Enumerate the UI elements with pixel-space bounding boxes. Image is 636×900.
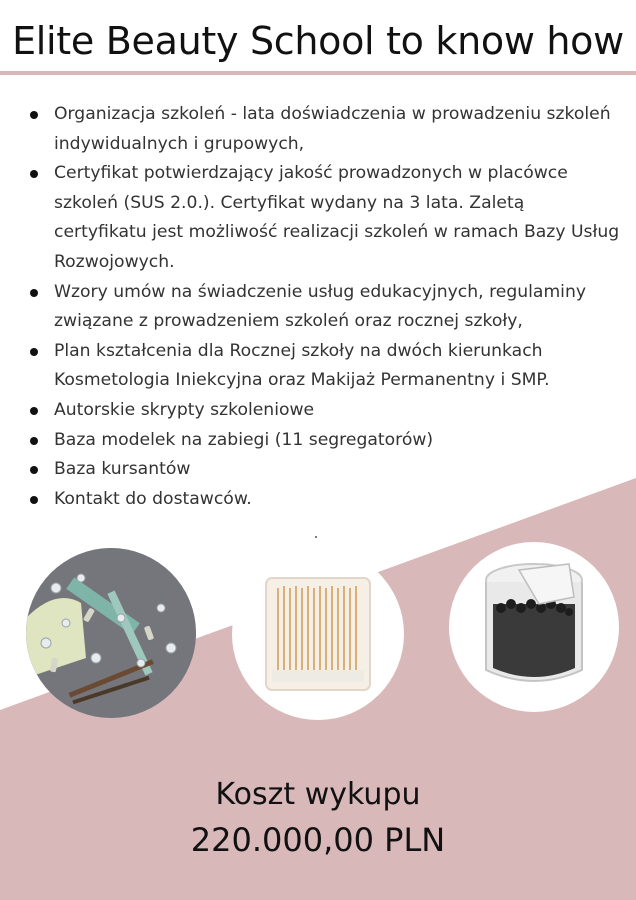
cotton-swab-container-photo <box>449 542 619 712</box>
list-item: Organizacja szkoleń - lata doświadczenia w prowadzeniu szkoleń indywidualnych i grupowych, <box>30 100 620 159</box>
bullet-icon <box>30 289 38 297</box>
cost-value: 220.000,00 PLN <box>190 821 446 859</box>
bullet-icon <box>30 348 38 356</box>
list-item: Certyfikat potwierdzający jakość prowadzonych w placówce szkoleń (SUS 2.0.). Certyfikat wydany na 3 lata. Zaletą certyfikatu jest możliwość realizacji szkoleń w ramach Bazy Usług Rozwojowych. <box>30 159 620 277</box>
bullet-icon <box>30 466 38 474</box>
cost-label: Koszt wykupu <box>215 777 421 812</box>
list-item: Baza kursantów <box>30 455 620 485</box>
page-title: Elite Beauty School to know how <box>12 19 624 63</box>
list-item: Baza modelek na zabiegi (11 segregatorów) <box>30 426 620 456</box>
bullet-icon <box>30 437 38 445</box>
list-item: Kontakt do dostawców. <box>30 485 620 515</box>
bullet-icon <box>30 170 38 178</box>
stray-dot <box>315 536 317 538</box>
bullet-icon <box>30 496 38 504</box>
microbrush-pack-photo <box>232 548 404 720</box>
list-item: Wzory umów na świadczenie usług edukacyjnych, regulaminy związane z prowadzeniem szkoleń oraz rocznej szkoły, <box>30 278 620 337</box>
feature-list <box>30 100 620 514</box>
pmu-tools-photo <box>26 548 196 718</box>
bullet-icon <box>30 111 38 119</box>
list-item: Plan kształcenia dla Rocznej szkoły na dwóch kierunkach Kosmetologia Iniekcyjna oraz Makijaż Permanentny i SMP. <box>30 337 620 396</box>
list-item: Autorskie skrypty szkoleniowe <box>30 396 620 426</box>
title-divider <box>0 71 636 75</box>
bullet-icon <box>30 407 38 415</box>
